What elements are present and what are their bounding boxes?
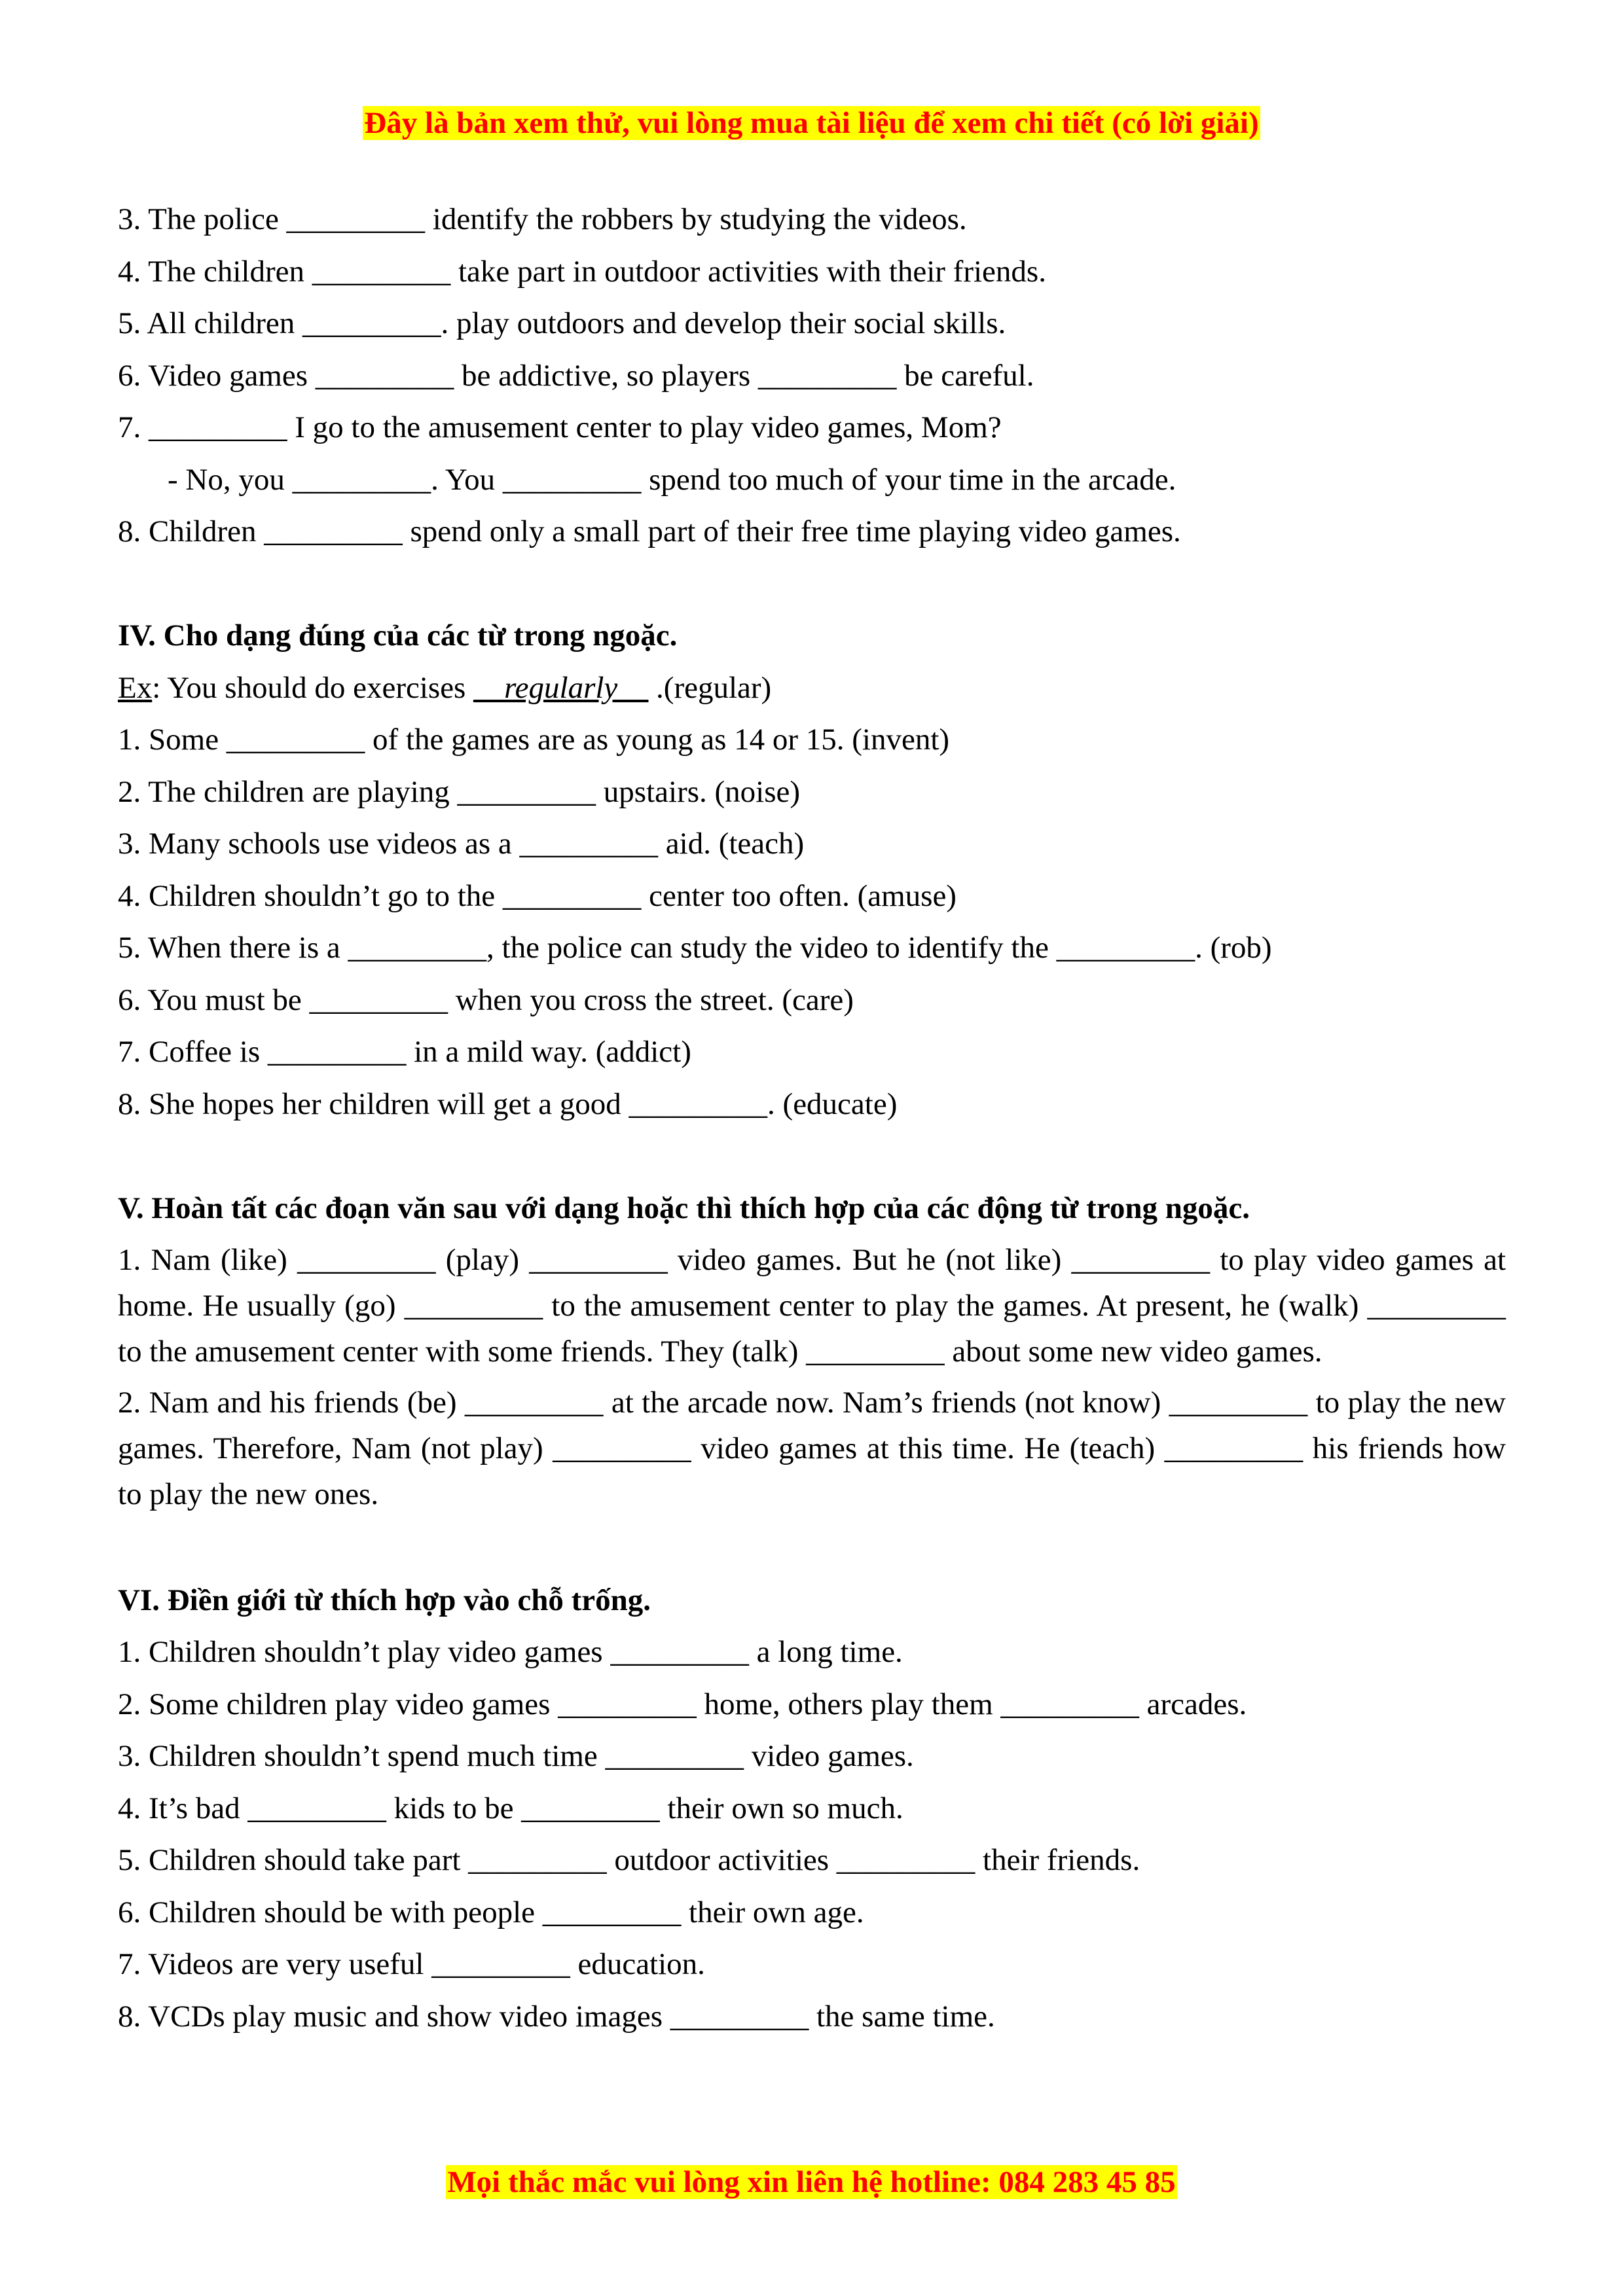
example-hint: .(regular) bbox=[648, 670, 772, 705]
exercise-item-reply: - No, you _________. You _________ spend too much of your time in the arcade. bbox=[168, 462, 1176, 497]
hotline-text: Mọi thắc mắc vui lòng xin liên hệ hotline: 084 283 45 85 bbox=[447, 2165, 1176, 2199]
section-heading: IV. Cho dạng đúng của các từ trong ngoặc. bbox=[118, 619, 678, 653]
exercise-item: 3. The police _________ identify the robbers by studying the videos. bbox=[118, 202, 967, 236]
section-spacer bbox=[118, 558, 1506, 611]
exercise-item: 6. Children should be with people _________ their own age. bbox=[118, 1895, 864, 1929]
exercise-item: 8. VCDs play music and show video images _________ the same time. bbox=[118, 1999, 995, 2034]
section-heading: V. Hoàn tất các đoạn văn sau với dạng hoặc thì thích hợp của các động từ trong ngoặc. bbox=[118, 1191, 1250, 1225]
exercise-item: 7. _________ I go to the amusement center to play video games, Mom? bbox=[118, 410, 1002, 444]
section-5 bbox=[118, 1183, 1506, 1518]
exercise-item: 4. It’s bad _________ kids to be _________ their own so much. bbox=[118, 1791, 903, 1825]
preview-notice-banner bbox=[0, 103, 1623, 143]
exercise-item: 6. You must be _________ when you cross the street. (care) bbox=[118, 982, 854, 1017]
section-3-continued bbox=[118, 194, 1506, 558]
example-label: Ex bbox=[118, 670, 153, 705]
exercise-item: 1. Some _________ of the games are as young as 14 or 15. (invent) bbox=[118, 723, 950, 757]
section-6 bbox=[118, 1575, 1506, 2043]
exercise-item: 8. Children _________ spend only a small part of their free time playing video games. bbox=[118, 514, 1181, 548]
exercise-item: 3. Many schools use videos as a _________ aid. (teach) bbox=[118, 827, 805, 861]
worksheet-content bbox=[118, 194, 1506, 2043]
hotline-banner bbox=[0, 2162, 1623, 2202]
exercise-item: 8. She hopes her children will get a good _________. (educate) bbox=[118, 1086, 898, 1121]
paragraph-exercise: 1. Nam (like) _________ (play) _________ video games. But he (not like) _________ to play video games at home. He usually (go) _________ to the amusement center to play the games. At present, he (walk) _________ to the amusement center with some friends. They (talk) _________ about some new video games. bbox=[118, 1243, 1506, 1369]
exercise-item: 2. Some children play video games _________ home, others play them _________ arcades. bbox=[118, 1687, 1247, 1721]
exercise-item: 6. Video games _________ be addictive, so players _________ be careful. bbox=[118, 358, 1034, 393]
exercise-item: 1. Children shouldn’t play video games _________ a long time. bbox=[118, 1635, 903, 1669]
example-text: : You should do exercises bbox=[152, 670, 474, 705]
example-line bbox=[118, 662, 1506, 715]
section-4 bbox=[118, 610, 1506, 1130]
example-answer: __regularly__ bbox=[473, 670, 649, 705]
exercise-item: 2. The children are playing _________ upstairs. (noise) bbox=[118, 774, 801, 809]
exercise-item: 3. Children shouldn’t spend much time _________ video games. bbox=[118, 1739, 914, 1773]
exercise-item: 5. Children should take part _________ outdoor activities _________ their friends. bbox=[118, 1843, 1140, 1877]
section-heading: VI. Điền giới từ thích hợp vào chỗ trống. bbox=[118, 1583, 651, 1617]
exercise-item: 5. When there is a _________, the police can study the video to identify the _________. (rob) bbox=[118, 931, 1272, 965]
preview-notice-text: Đây là bản xem thử, vui lòng mua tài liệu để xem chi tiết (có lời giải) bbox=[364, 106, 1259, 140]
exercise-item: 7. Videos are very useful _________ education. bbox=[118, 1947, 705, 1981]
exercise-item: 5. All children _________. play outdoors and develop their social skills. bbox=[118, 306, 1006, 340]
section-spacer bbox=[118, 1522, 1506, 1575]
section-spacer bbox=[118, 1130, 1506, 1183]
paragraph-exercise: 2. Nam and his friends (be) _________ at the arcade now. Nam’s friends (not know) _________ to play the new games. Therefore, Nam (not play) _________ video games at this time. He (teach) _________ his friends how to play the new ones. bbox=[118, 1386, 1506, 1511]
exercise-item: 4. Children shouldn’t go to the _________ center too often. (amuse) bbox=[118, 878, 957, 913]
exercise-item: 7. Coffee is _________ in a mild way. (addict) bbox=[118, 1035, 691, 1069]
exercise-item: 4. The children _________ take part in outdoor activities with their friends. bbox=[118, 254, 1046, 289]
